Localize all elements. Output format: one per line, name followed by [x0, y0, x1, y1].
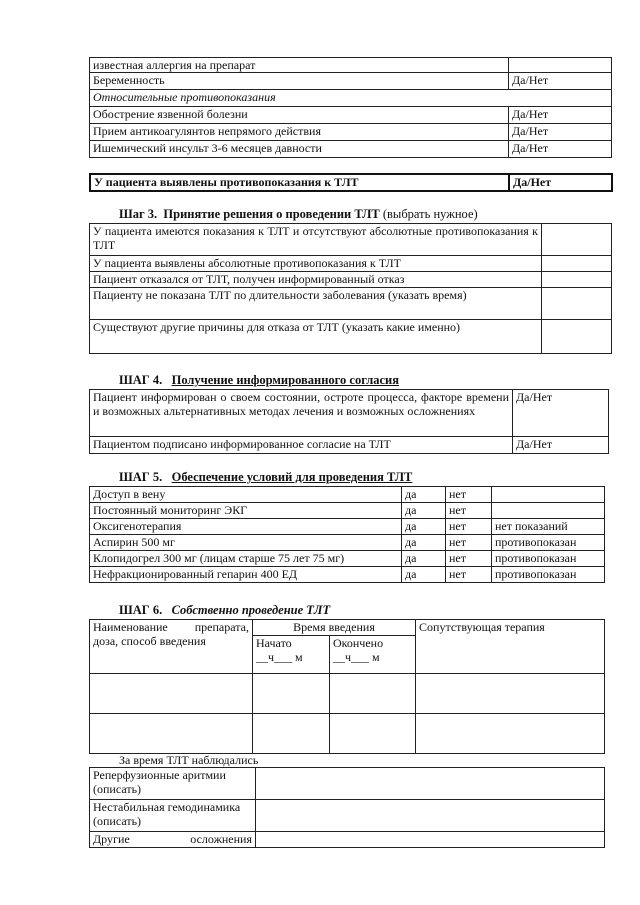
- condition-yes[interactable]: да: [402, 551, 446, 567]
- start-time-blank: __ч___ м: [256, 650, 303, 664]
- decision-checkbox[interactable]: [542, 256, 612, 272]
- table-row: [90, 567, 605, 583]
- condition-extra[interactable]: противопоказан: [492, 535, 605, 551]
- decision-checkbox[interactable]: [542, 288, 612, 320]
- time-column-header: Время введения: [253, 620, 416, 636]
- table-row: [90, 832, 605, 848]
- consent-info-value[interactable]: Да/Нет: [513, 390, 609, 437]
- step4-table: [89, 389, 609, 454]
- end-cell[interactable]: [330, 674, 416, 714]
- decision-option: Пациент отказался от ТЛТ, получен информированный отказ: [90, 272, 542, 288]
- condition-yes[interactable]: да: [402, 487, 446, 503]
- condition-label: Нефракционированный гепарин 400 ЕД: [90, 567, 402, 583]
- step6-number: ШАГ 6.: [119, 603, 163, 617]
- step4-title: Получение информированного согласия: [171, 373, 400, 387]
- observed-description[interactable]: [256, 800, 605, 832]
- table-row: [90, 800, 605, 832]
- contra-row-label: Прием антикоагулянтов непрямого действия: [90, 124, 509, 141]
- condition-no[interactable]: нет: [446, 503, 492, 519]
- therapy-cell[interactable]: [416, 714, 605, 754]
- step3-title: Принятие решения о проведении ТЛТ: [163, 207, 380, 221]
- step5-heading: [119, 470, 412, 485]
- decision-option: Существуют другие причины для отказа от ТЛТ (указать какие именно): [90, 320, 542, 354]
- drug-cell[interactable]: [90, 674, 253, 714]
- summary-value[interactable]: Да/Нет: [509, 174, 612, 191]
- condition-label: Оксигенотерапия: [90, 519, 402, 535]
- condition-extra[interactable]: нет показаний: [492, 519, 605, 535]
- decision-checkbox[interactable]: [542, 272, 612, 288]
- start-label: Начато: [256, 636, 292, 650]
- condition-extra[interactable]: [492, 487, 605, 503]
- contra-row-label: Ишемический инсульт 3-6 месяцев давности: [90, 141, 509, 158]
- table-row: [90, 487, 605, 503]
- condition-no[interactable]: нет: [446, 567, 492, 583]
- observed-label: Нестабильная гемодинамика (описать): [90, 800, 256, 832]
- start-time-header[interactable]: [253, 636, 330, 674]
- contra-row-value[interactable]: Да/Нет: [509, 141, 612, 158]
- condition-extra[interactable]: противопоказан: [492, 567, 605, 583]
- condition-label: Постоянный мониторинг ЭКГ: [90, 503, 402, 519]
- end-time-header[interactable]: [330, 636, 416, 674]
- table-row: [90, 503, 605, 519]
- end-label: Окончено: [333, 636, 384, 650]
- step3-table: [89, 223, 612, 354]
- step3-note: (выбрать нужное): [382, 207, 478, 221]
- drug-column-header: Наименование препарата, доза, способ введения: [90, 620, 253, 674]
- table-row: [90, 551, 605, 567]
- step4-number: ШАГ 4.: [119, 373, 163, 387]
- contra-row-value[interactable]: Да/Нет: [509, 124, 612, 141]
- observed-table: [89, 767, 605, 848]
- condition-yes[interactable]: да: [402, 535, 446, 551]
- condition-extra[interactable]: противопоказан: [492, 551, 605, 567]
- decision-checkbox[interactable]: [542, 320, 612, 354]
- decision-checkbox[interactable]: [542, 224, 612, 256]
- condition-yes[interactable]: да: [402, 503, 446, 519]
- decision-option: Пациенту не показана ТЛТ по длительности заболевания (указать время): [90, 288, 542, 320]
- condition-label: Клопидогрел 300 мг (лицам старше 75 лет 75 мг): [90, 551, 402, 567]
- decision-option: У пациента выявлены абсолютные противопоказания к ТЛТ: [90, 256, 542, 272]
- start-cell[interactable]: [253, 674, 330, 714]
- end-time-blank: __ч___ м: [333, 650, 380, 664]
- table-row: [90, 674, 605, 714]
- observed-label: Реперфузионные аритмии (описать): [90, 768, 256, 800]
- relative-contraindications-heading: Относительные противопоказания: [90, 90, 612, 107]
- table-row: [90, 768, 605, 800]
- step4-heading: [119, 373, 399, 388]
- step5-table: [89, 486, 605, 583]
- observed-description[interactable]: [256, 768, 605, 800]
- condition-label: Аспирин 500 мг: [90, 535, 402, 551]
- condition-no[interactable]: нет: [446, 519, 492, 535]
- step3-number: Шаг 3.: [119, 207, 158, 221]
- condition-no[interactable]: нет: [446, 535, 492, 551]
- observed-description[interactable]: [256, 832, 605, 848]
- contra-row-value[interactable]: Да/Нет: [509, 107, 612, 124]
- contraindications-table: [89, 57, 612, 158]
- condition-label: Доступ в вену: [90, 487, 402, 503]
- condition-yes[interactable]: да: [402, 567, 446, 583]
- end-cell[interactable]: [330, 714, 416, 754]
- table-row: [90, 535, 605, 551]
- drug-cell[interactable]: [90, 714, 253, 754]
- condition-extra[interactable]: [492, 503, 605, 519]
- contra-row-label: Обострение язвенной болезни: [90, 107, 509, 124]
- observed-label: Другие осложнения: [90, 832, 256, 848]
- contra-row-label: известная аллергия на препарат: [90, 58, 509, 73]
- contra-row-value[interactable]: [509, 58, 612, 73]
- table-row: [90, 714, 605, 754]
- step6-heading: [119, 603, 330, 618]
- step5-number: ШАГ 5.: [119, 470, 163, 484]
- consent-info-label: Пациент информирован о своем состоянии, остроте процесса, факторе времени и возможных альтернативных методах лечения и возможных осложнениях: [90, 390, 513, 437]
- consent-signed-label: Пациентом подписано информированное согласие на ТЛТ: [90, 437, 513, 454]
- step5-title: Обеспечение условий для проведения ТЛТ: [171, 470, 413, 484]
- summary-label: У пациента выявлены противопоказания к ТЛТ: [90, 174, 509, 191]
- start-cell[interactable]: [253, 714, 330, 754]
- step6-title: Собственно проведение ТЛТ: [171, 603, 331, 617]
- therapy-cell[interactable]: [416, 674, 605, 714]
- therapy-column-header: Сопутствующая терапия: [416, 620, 605, 674]
- contra-row-value[interactable]: Да/Нет: [509, 73, 612, 90]
- condition-yes[interactable]: да: [402, 519, 446, 535]
- contraindications-summary: [89, 173, 613, 192]
- contra-row-label: Беременность: [90, 73, 509, 90]
- condition-no[interactable]: нет: [446, 487, 492, 503]
- step3-heading: [119, 207, 478, 222]
- table-row: [90, 519, 605, 535]
- observed-heading: За время ТЛТ наблюдались: [119, 753, 259, 767]
- consent-signed-value[interactable]: Да/Нет: [513, 437, 609, 454]
- step6-table: [89, 619, 605, 754]
- condition-no[interactable]: нет: [446, 551, 492, 567]
- decision-option: У пациента имеются показания к ТЛТ и отсутствуют абсолютные противопоказания к ТЛТ: [90, 224, 542, 256]
